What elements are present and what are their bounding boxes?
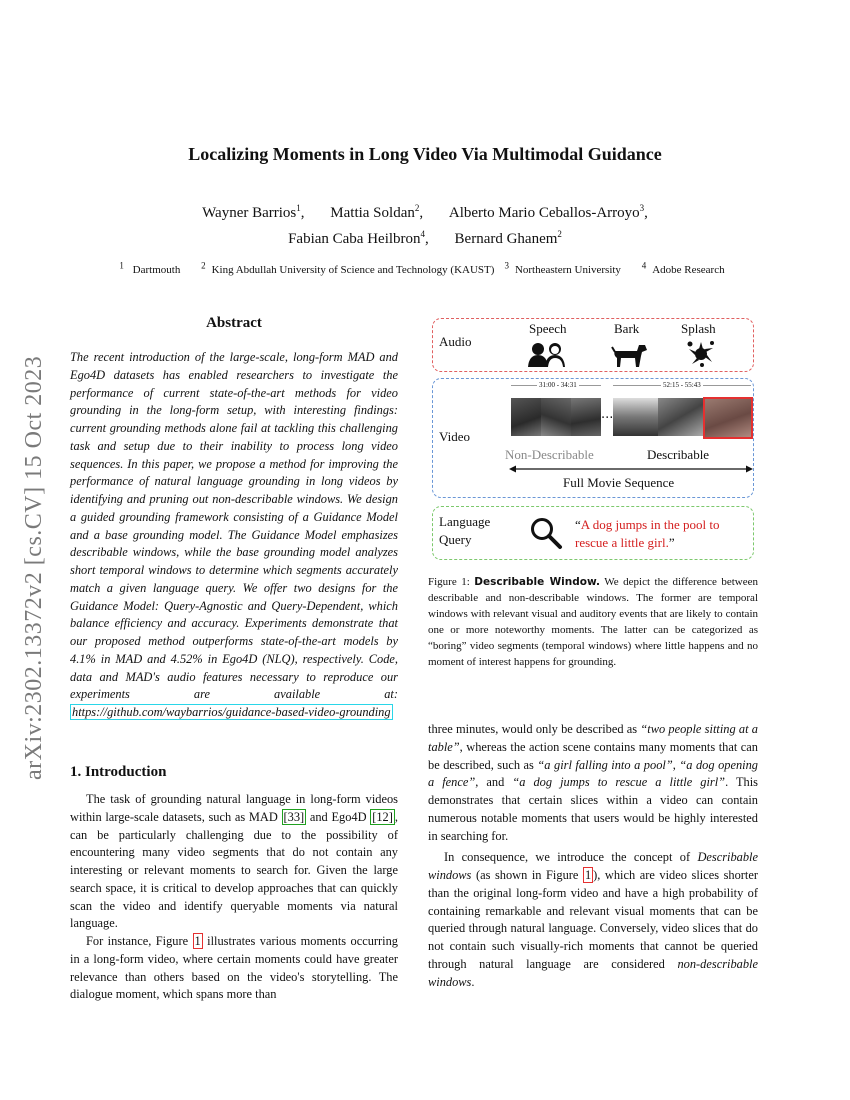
timeline-arrow xyxy=(509,464,753,474)
video-frame-thumbnail xyxy=(541,398,571,436)
author-list xyxy=(0,198,850,250)
language-query-box xyxy=(432,506,754,560)
affiliation: $^1$ Dartmouth xyxy=(119,260,181,276)
arxiv-identifier: arXiv:2302.13372v2 [cs.CV] 15 Oct 2023 xyxy=(21,355,47,780)
author: Bernard Ghanem$^2$ xyxy=(454,229,562,247)
author: Mattia Soldan$^2$, xyxy=(330,203,424,221)
figure-caption: Figure 1: Describable Window. We depict the difference between describable and non-describable windows. The former are temporal windows with relevant visual and auditory events that are likely to contain one or more noteworthy moments. The latter can be categorized as “boring” video segments (temporal windows) where little happens and no moment of interest happens for grounding. xyxy=(428,576,758,668)
citation-link[interactable]: [12] xyxy=(372,809,393,824)
paragraph: In consequence, we introduce the concept of Describable windows (as shown in Figure 1 ), which are video slices shorter than the original long-form video and have a high probability of containing remarkable and relevant visual moments that can be queried through natural language. Conversely, video slices that do not contain such visually-rich moments that cannot be queried through natural language are considered non-describable windows. xyxy=(428,850,758,989)
video-frame-thumbnail xyxy=(658,398,703,436)
author: Fabian Caba Heilbron$^4$, xyxy=(288,229,429,247)
author-line-2 xyxy=(0,224,850,250)
figure-reference-link[interactable]: 1 xyxy=(194,934,201,948)
abstract-heading: Abstract xyxy=(206,315,262,331)
intro-text-left xyxy=(70,791,398,1004)
highlighted-video-frame xyxy=(703,397,753,439)
audio-box xyxy=(432,318,754,372)
code-link[interactable]: https://github.com/waybarrios/guidance-based-video-grounding xyxy=(72,705,391,719)
describable-label: Describable xyxy=(647,447,710,462)
language-label: Language xyxy=(439,514,491,529)
time-range-label: 52:15 - 55:43 xyxy=(663,381,701,389)
paper-title: Localizing Moments in Long Video Via Multimodal Guidance xyxy=(188,144,662,164)
speech-icon xyxy=(527,341,567,367)
paragraph: three minutes, would only be described as “two people sitting at a table”, whereas the action scene contains many moments that can be described, such as “a girl falling into a pool”, “a dog opening a fence”, and “a dog jumps to rescue a little girl”. This demonstrates that certain slices within a video can contain numerous notable moments that users would be highly interested in searching for. xyxy=(428,722,759,843)
full-sequence-label: Full Movie Sequence xyxy=(563,475,675,490)
query-text: “A dog jumps in the pool to rescue a little girl.” xyxy=(575,517,720,550)
video-frame-thumbnail xyxy=(571,398,601,436)
affiliations xyxy=(0,260,850,276)
citation-link[interactable]: [33] xyxy=(283,809,305,824)
author: Alberto Mario Ceballos-Arroyo$^3$, xyxy=(448,203,648,221)
video-frame-thumbnail xyxy=(613,398,658,436)
audio-event-label: Speech xyxy=(529,321,567,336)
time-range-label: 31:00 - 34:31 xyxy=(539,381,577,389)
section-heading-introduction: 1. Introduction xyxy=(70,764,167,780)
paragraph: The task of grounding natural language in long-form videos within large-scale datasets, such as MAD [33] and Ego4D [12] , can be particularly challenging due to the possibility of encountering many video segments that do not contain any interesting or relevant moments to search for. Given the large search space, it is critical to develop approaches that can quickly scan the video and identify queryable moments via natural language. xyxy=(70,792,398,931)
affiliation: $^4$ Adobe Research xyxy=(641,260,725,276)
video-box xyxy=(432,378,754,498)
audio-event-label: Splash xyxy=(681,321,716,336)
audio-event-label: Bark xyxy=(614,321,640,336)
audio-label: Audio xyxy=(439,334,472,349)
non-describable-label: Non-Describable xyxy=(505,447,594,462)
query-label: Query xyxy=(439,532,472,547)
figure-1 xyxy=(432,318,754,562)
affiliation: $^2$ King Abdullah University of Science and Technology (KAUST) xyxy=(201,260,495,276)
abstract-body: The recent introduction of the large-scale, long-form MAD and Ego4D datasets has enabled researchers to investigate the performance of current state-of-the-art methods for video grounding in the long-form setup, with interesting findings: current grounding methods alone fail at tackling this challenging task and setup due to their inability to process long video sequences. In this paper, we propose a method for improving the performance of natural language grounding in long videos by identifying and pruning out non-describable windows. We design a guided grounding framework consisting of a Guidance Model and a base grounding model. The Guidance Model emphasizes describable windows, while the base grounding model analyzes short temporal windows to determine which segments accurately match a given language query. We offer two designs for the Guidance Model: Query-Agnostic and Query-Dependent, which balance efficiency and accuracy. Experiments demonstrate that our proposed method outperforms state-of-the-art models by 4.1% in MAD and 4.52% in Ego4D (NLQ), respectively. Code, data and MAD's audio features necessary to reproduce our experiments are available at: https://github.com/waybarrios/guidance-based-video-grounding xyxy=(70,350,398,719)
figure-reference-link[interactable]: 1 xyxy=(584,868,592,882)
video-frame-thumbnail xyxy=(511,398,541,436)
video-label: Video xyxy=(439,429,470,444)
intro-text-right xyxy=(428,721,758,991)
search-icon xyxy=(529,516,563,550)
dog-icon xyxy=(611,341,649,367)
author: Wayner Barrios$^1$, xyxy=(202,203,305,221)
ellipsis: ... xyxy=(601,407,614,422)
splash-icon xyxy=(686,340,716,368)
author-line-1 xyxy=(0,198,850,224)
affiliation: $^3$ Northeastern University xyxy=(504,260,621,276)
paragraph: For instance, Figure 1 illustrates various moments occurring in a long-form video, where certain moments could have greater relevance than others based on the video's storytelling. The dialogue moment, which spans more than xyxy=(70,934,398,1002)
